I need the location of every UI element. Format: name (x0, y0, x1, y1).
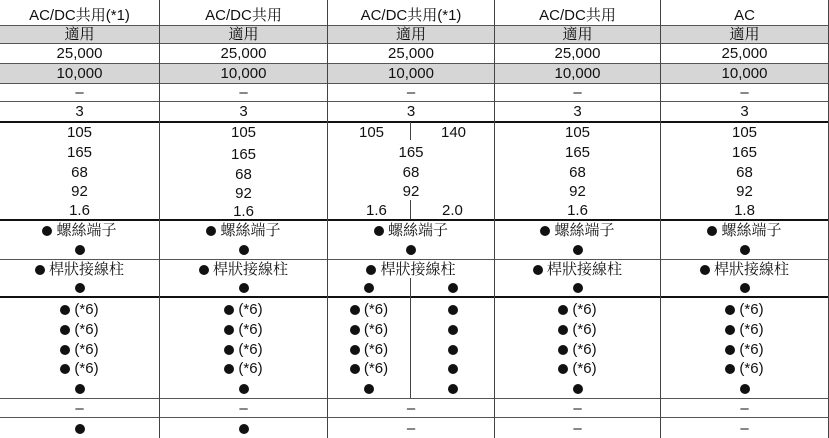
bullet-icon (540, 226, 550, 236)
col3-note (328, 359, 410, 378)
bullet-icon (573, 245, 583, 255)
col1-header: AC/DC共用(*1) (29, 7, 130, 24)
col1-weight: 1.6 (69, 201, 90, 219)
bullet-icon (350, 364, 360, 374)
note-label: (*6) (363, 301, 389, 318)
col1-note (0, 300, 159, 319)
terminal-label: 螺絲端子 (387, 222, 448, 239)
col1-note (0, 340, 159, 359)
post-label: 桿狀接線柱 (546, 261, 622, 278)
note-label: (*6) (363, 341, 389, 358)
bullet-icon (42, 226, 52, 236)
col1-dot (0, 379, 159, 398)
col1-post (0, 260, 159, 279)
col2-note (160, 320, 327, 339)
col3-terminal (328, 221, 494, 240)
col5-weight: 1.8 (734, 201, 755, 219)
col5-terminal (661, 221, 828, 240)
col2-note (160, 340, 327, 359)
col4-d4: 92 (569, 182, 586, 200)
col3-d3: 68 (402, 163, 420, 181)
col4-d1: 105 (564, 124, 591, 141)
col2-applicable: 適用 (228, 26, 259, 43)
col4-terminal (495, 221, 660, 240)
col3-note (328, 300, 410, 319)
col1-d1: 105 (66, 124, 93, 141)
bullet-icon (448, 325, 458, 335)
col2-dash: – (239, 399, 248, 417)
col3-note (328, 320, 410, 339)
col2-dot (160, 240, 327, 259)
col1-dot (0, 279, 159, 296)
bullet-icon (448, 384, 458, 394)
col2-dot (160, 379, 327, 398)
col4-dash: – (573, 399, 582, 417)
col3-dot (328, 279, 410, 296)
col1-life1: 25,000 (56, 45, 103, 62)
col5-header: AC (734, 7, 755, 24)
col2-terminal (160, 221, 327, 240)
bullet-icon (364, 283, 374, 293)
col2-dot (160, 279, 327, 296)
bullet-icon (224, 305, 234, 315)
col3-val3: 3 (406, 103, 416, 120)
col5-d2: 165 (731, 144, 758, 161)
bullet-icon (366, 265, 376, 275)
col3-d2: 165 (398, 144, 424, 161)
col3-weighta: 1.6 (366, 201, 387, 219)
note-label: (*6) (739, 301, 764, 318)
bullet-icon (224, 325, 234, 335)
bullet-icon (364, 384, 374, 394)
bullet-icon (239, 424, 249, 434)
col5-note (661, 320, 828, 339)
col1-life2: 10,000 (56, 65, 103, 82)
col1-dash: – (75, 399, 84, 417)
col3-dot (411, 340, 494, 359)
col4-dot (495, 279, 660, 296)
col4-life1: 25,000 (554, 45, 601, 62)
bullet-icon (740, 384, 750, 394)
col2-d2: 165 (230, 146, 257, 163)
post-label: 桿狀接線柱 (380, 261, 456, 278)
col3-dot (411, 279, 494, 296)
bullet-icon (700, 265, 710, 275)
col4-header: AC/DC共用 (539, 7, 616, 24)
col3-dash: – (406, 84, 416, 101)
bullet-icon (558, 345, 568, 355)
note-label: (*6) (238, 341, 263, 358)
bullet-icon (206, 226, 216, 236)
bullet-icon (448, 305, 458, 315)
col2-d3: 68 (235, 165, 252, 183)
bullet-icon (573, 283, 583, 293)
col1-dot (0, 419, 159, 438)
note-label: (*6) (238, 360, 263, 377)
col3-d4: 92 (402, 182, 420, 200)
col2-d4: 92 (235, 184, 252, 202)
bullet-icon (740, 245, 750, 255)
col5-dash: – (740, 420, 749, 437)
col4-val3: 3 (573, 103, 582, 120)
col3-dot (328, 240, 494, 259)
col3-post (328, 260, 494, 279)
col5-dash: – (740, 84, 749, 101)
col1-terminal (0, 221, 159, 240)
col3-d1b: 140 (441, 124, 467, 141)
col2-d1: 105 (230, 124, 257, 141)
note-label: (*6) (739, 360, 764, 377)
col5-dot (661, 379, 828, 398)
col1-dot (0, 240, 159, 259)
bullet-icon (725, 325, 735, 335)
bullet-icon (406, 245, 416, 255)
col1-d4: 92 (71, 182, 88, 200)
col3-dot (411, 359, 494, 378)
terminal-label: 螺絲端子 (554, 222, 615, 239)
col3-d1a: 105 (359, 124, 385, 141)
col2-dot (160, 419, 327, 438)
bullet-icon (558, 364, 568, 374)
bullet-icon (707, 226, 717, 236)
split-divider (410, 122, 411, 140)
col2-header: AC/DC共用 (205, 7, 282, 24)
col3-note (328, 340, 410, 359)
bullet-icon (448, 364, 458, 374)
col2-life2: 10,000 (220, 65, 267, 82)
col3-applicable: 適用 (395, 26, 426, 43)
bullet-icon (350, 345, 360, 355)
col1-val3: 3 (75, 103, 84, 120)
col5-note (661, 359, 828, 378)
col2-life1: 25,000 (220, 45, 267, 62)
col1-applicable: 適用 (64, 26, 95, 43)
bullet-icon (558, 325, 568, 335)
bullet-icon (60, 305, 70, 315)
col3-dot (328, 379, 410, 398)
bullet-icon (75, 384, 85, 394)
col5-applicable: 適用 (729, 26, 760, 43)
bullet-icon (60, 325, 70, 335)
col2-post (160, 260, 327, 279)
col3-dot (411, 320, 494, 339)
col4-dash: – (573, 420, 582, 437)
bullet-icon (448, 283, 458, 293)
note-label: (*6) (572, 321, 597, 338)
col5-d1: 105 (731, 124, 758, 141)
col5-dash: – (740, 399, 749, 417)
col5-life1: 25,000 (721, 45, 768, 62)
bullet-icon (75, 283, 85, 293)
col5-dot (661, 279, 828, 296)
col5-d3: 68 (736, 163, 753, 181)
bullet-icon (224, 364, 234, 374)
col3-dash: – (406, 399, 416, 417)
note-label: (*6) (238, 301, 263, 318)
section-divider (0, 296, 829, 298)
bullet-icon (224, 345, 234, 355)
bullet-icon (60, 364, 70, 374)
note-label: (*6) (238, 321, 263, 338)
note-label: (*6) (74, 341, 99, 358)
col4-weight: 1.6 (567, 201, 588, 219)
col4-note (495, 340, 660, 359)
col4-dot (495, 379, 660, 398)
bullet-icon (239, 245, 249, 255)
note-label: (*6) (363, 360, 389, 377)
terminal-label: 螺絲端子 (56, 222, 117, 239)
col5-life2: 10,000 (721, 65, 768, 82)
bullet-icon (558, 305, 568, 315)
note-label: (*6) (74, 301, 99, 318)
col4-applicable: 適用 (562, 26, 593, 43)
note-label: (*6) (572, 301, 597, 318)
col3-dash: – (406, 420, 416, 437)
col5-d4: 92 (736, 182, 753, 200)
col1-d2: 165 (66, 144, 93, 161)
col2-note (160, 359, 327, 378)
col3-life2: 10,000 (388, 65, 434, 82)
row-divider (0, 417, 829, 418)
bullet-icon (374, 226, 384, 236)
post-label: 桿狀接線柱 (212, 261, 288, 278)
note-label: (*6) (74, 360, 99, 377)
split-divider (410, 200, 411, 219)
col5-note (661, 300, 828, 319)
bullet-icon (573, 384, 583, 394)
col4-d2: 165 (564, 144, 591, 161)
bullet-icon (60, 345, 70, 355)
terminal-label: 螺絲端子 (721, 222, 782, 239)
col3-dot (411, 379, 494, 398)
note-label: (*6) (739, 341, 764, 358)
col4-life2: 10,000 (554, 65, 601, 82)
col4-dot (495, 240, 660, 259)
col3-weightb: 2.0 (442, 201, 463, 219)
bullet-icon (35, 265, 45, 275)
col4-note (495, 300, 660, 319)
col2-val3: 3 (239, 103, 248, 120)
col4-d3: 68 (569, 163, 586, 181)
col3-dot (411, 300, 494, 319)
col1-d3: 68 (71, 163, 88, 181)
bullet-icon (725, 345, 735, 355)
col4-post (495, 260, 660, 279)
col2-dash: – (239, 84, 248, 101)
note-label: (*6) (572, 360, 597, 377)
note-label: (*6) (363, 321, 389, 338)
bullet-icon (239, 283, 249, 293)
bullet-icon (75, 245, 85, 255)
bullet-icon (725, 305, 735, 315)
bullet-icon (75, 424, 85, 434)
col5-dot (661, 240, 828, 259)
col2-weight: 1.6 (233, 202, 254, 220)
post-label: 桿狀接線柱 (48, 261, 124, 278)
col1-note (0, 359, 159, 378)
col5-val3: 3 (740, 103, 749, 120)
bullet-icon (533, 265, 543, 275)
col3-header: AC/DC共用(*1) (360, 7, 462, 24)
bullet-icon (199, 265, 209, 275)
bullet-icon (239, 384, 249, 394)
col5-post (661, 260, 828, 279)
col5-note (661, 340, 828, 359)
col4-dash: – (573, 84, 582, 101)
terminal-label: 螺絲端子 (220, 222, 281, 239)
col4-note (495, 320, 660, 339)
note-label: (*6) (74, 321, 99, 338)
bullet-icon (448, 345, 458, 355)
col1-dash: – (75, 84, 84, 101)
col3-life1: 25,000 (388, 45, 434, 62)
bullet-icon (740, 283, 750, 293)
bullet-icon (350, 325, 360, 335)
note-label: (*6) (572, 341, 597, 358)
col1-note (0, 320, 159, 339)
bullet-icon (350, 305, 360, 315)
col4-note (495, 359, 660, 378)
bullet-icon (725, 364, 735, 374)
note-label: (*6) (739, 321, 764, 338)
post-label: 桿狀接線柱 (713, 261, 789, 278)
col2-note (160, 300, 327, 319)
